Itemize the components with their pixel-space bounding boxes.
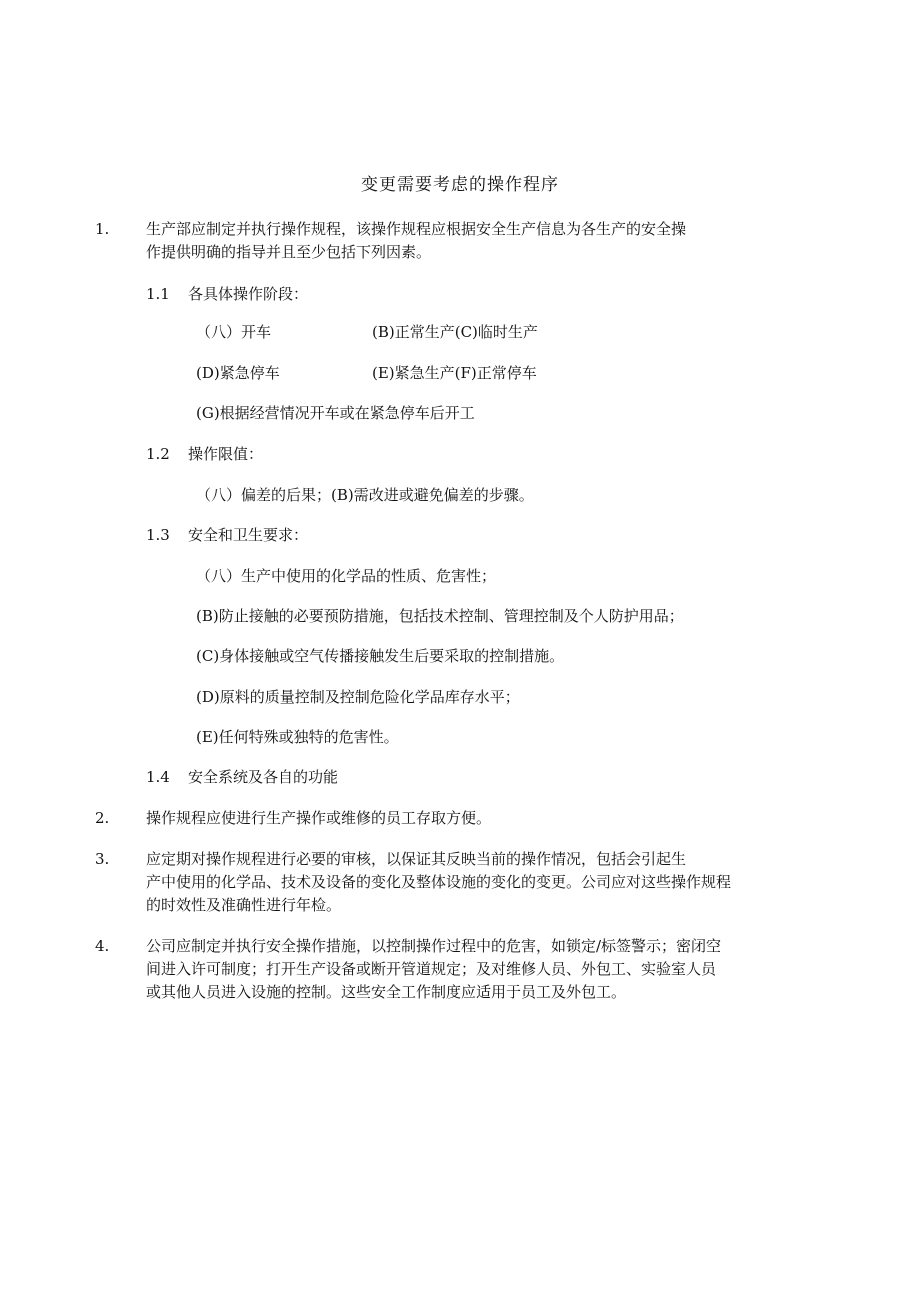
paragraph-line: 生产部应制定并执行操作规程，该操作规程应根据安全生产信息为各生产的安全操	[146, 220, 687, 238]
option-text: (D)紧急停车	[196, 364, 280, 382]
option-text: (D)原料的质量控制及控制危险化学品库存水平；	[196, 688, 520, 706]
item-number: 1.	[95, 220, 110, 238]
paragraph-line: 或其他人员进入设施的控制。这些安全工作制度应适用于员工及外包工。	[146, 983, 627, 1001]
subsection-label: 安全系统及各自的功能	[188, 768, 339, 786]
paragraph-line: 的时效性及准确性进行年检。	[146, 896, 342, 914]
subsection-label: 各具体操作阶段：	[188, 285, 309, 303]
subsection-number: 1.4	[146, 768, 170, 786]
option-text: (E)紧急生产(F)正常停车	[372, 364, 537, 382]
paragraph-line: 公司应制定并执行安全操作措施，以控制操作过程中的危害，如锁定/标签警示；密闭空	[146, 937, 722, 955]
subsection-number: 1.2	[146, 445, 170, 463]
item-number: 2.	[95, 809, 110, 827]
option-text: (G)根据经营情况开车或在紧急停车后开工	[196, 404, 475, 422]
item-number: 4.	[95, 937, 110, 955]
option-text: (C)身体接触或空气传播接触发生后要采取的控制措施。	[196, 647, 565, 665]
paragraph-line: 作提供明确的指导并且至少包括下列因素。	[146, 243, 432, 261]
subsection-heading	[146, 524, 308, 546]
option-text: (B)正常生产(C)临时生产	[372, 323, 538, 341]
subsection-label: 操作限值：	[188, 445, 264, 463]
option-text: (B)防止接触的必要预防措施，包括技术控制、管理控制及个人防护用品；	[196, 607, 684, 625]
item-number: 3.	[95, 850, 110, 868]
paragraph-line: 间进入许可制度；打开生产设备或断开管道规定；及对维修人员、外包工、实验室人员	[146, 960, 717, 978]
page-title: 变更需要考虑的操作程序	[361, 175, 559, 195]
subsection-label: 安全和卫生要求：	[188, 526, 309, 544]
subsection-heading	[146, 443, 263, 465]
paragraph-line: 产中使用的化学品、技术及设备的变化及整体设施的变化的变更。公司应对这些操作规程	[146, 873, 732, 891]
paragraph-line: 应定期对操作规程进行必要的审核，以保证其反映当前的操作情况，包括会引起生	[146, 850, 687, 868]
subsection-number: 1.1	[146, 285, 170, 303]
paragraph-line: 操作规程应使进行生产操作或维修的员工存取方便。	[146, 809, 492, 827]
option-text: （八）生产中使用的化学品的性质、危害性；	[196, 567, 497, 585]
subsection-heading	[146, 283, 308, 305]
option-text: (E)任何特殊或独特的危害性。	[196, 728, 399, 746]
subsection-number: 1.3	[146, 526, 170, 544]
option-text: （八）偏差的后果；(B)需改进或避免偏差的步骤。	[196, 486, 534, 504]
subsection-heading	[146, 766, 338, 788]
option-text: （八）开车	[196, 323, 272, 341]
